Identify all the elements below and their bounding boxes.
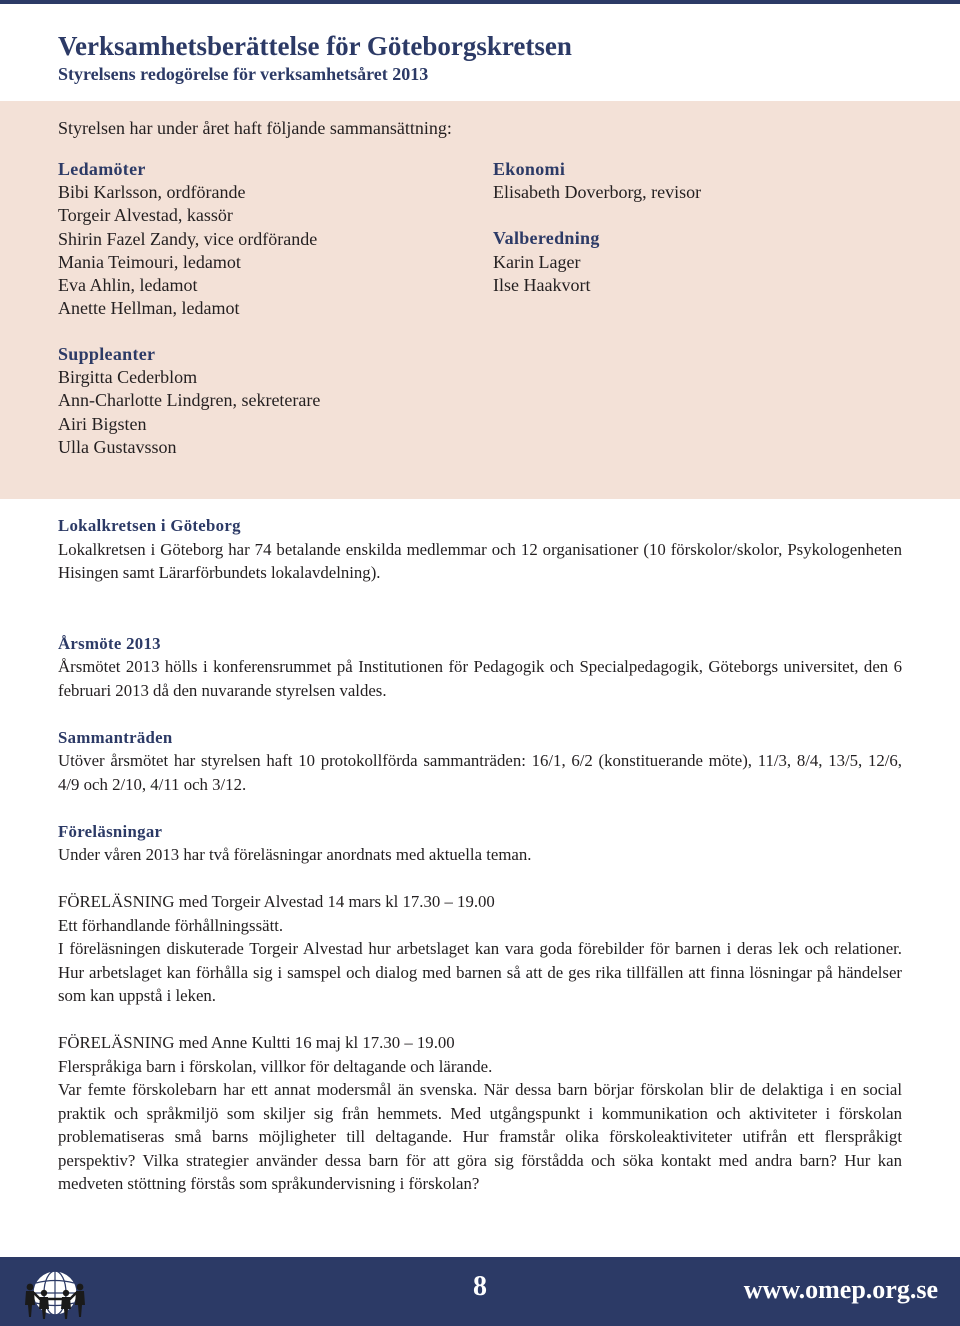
lokalkretsen-heading: Lokalkretsen i Göteborg xyxy=(58,516,241,535)
list-item: Airi Bigsten xyxy=(58,413,147,434)
ledamoter-heading: Ledamöter xyxy=(58,159,146,179)
page-title: Verksamhetsberättelse för Göteborgskretsen xyxy=(58,31,572,61)
suppleanter-list xyxy=(58,343,320,459)
lokalkretsen-text: Lokalkretsen i Göteborg har 74 betalande enskilda medlemmar och 12 organisationer (10 förskolor/skolor, Psykologenheten Hisingen samt Lärarförbundets lokalavdelning). xyxy=(58,539,902,582)
list-item: Birgitta Cederblom xyxy=(58,367,198,388)
sammantraden-text: Utöver årsmötet har styrelsen haft 10 protokollförda sammanträden: 16/1, 6/2 (konstituerande möte), 11/3, 8/4, 13/5, 12/6, 4/9 och 2/10, 4/11 och 3/12. xyxy=(58,751,902,794)
list-item: Bibi Karlsson, ordförande xyxy=(58,182,246,203)
arsmote-heading: Årsmöte 2013 xyxy=(58,633,161,653)
list-item: Karin Lager xyxy=(493,251,581,272)
lecture1-subtitle: Ett förhandlande förhållningssätt. xyxy=(58,915,284,935)
list-item: Elisabeth Doverborg, revisor xyxy=(493,182,702,203)
list-item: Mania Teimouri, ledamot xyxy=(58,251,241,272)
forelasningar-heading: Föreläsningar xyxy=(58,821,163,841)
page-number: 8 xyxy=(473,1271,487,1302)
list-item: Ann-Charlotte Lindgren, sekreterare xyxy=(58,390,321,411)
list-item: Shirin Fazel Zandy, vice ordförande xyxy=(58,228,318,249)
lecture2-subtitle: Flerspråkiga barn i förskolan, villkor för deltagande och lärande. xyxy=(58,1056,493,1076)
ledamoter-list xyxy=(58,158,317,320)
list-item: Ilse Haakvort xyxy=(493,274,591,295)
list-item: Eva Ahlin, ledamot xyxy=(58,275,198,296)
forelasningar-text: Under våren 2013 har två föreläsningar anordnats med aktuella teman. xyxy=(58,845,532,864)
board-intro: Styrelsen har under året haft följande sammansättning: xyxy=(58,118,452,138)
lecture1-title: FÖRELÄSNING med Torgeir Alvestad 14 mars kl 17.30 – 19.00 xyxy=(58,892,495,911)
lecture2-text: Var femte förskolebarn har ett annat modersmål än svenska. När dessa barn börjar förskolan blir de delaktiga i en social praktik och språkmiljö som skiljer sig från hemmets. Med utgångspunkt i kommunikation och aktiviteter i förskolan problematiseras små barns möjligheter till deltagande. Hur framstår olika förskoleaktiviteter utifrån ett flerspråkigt perspektiv? Vilka strategier använder dessa barn för att göra sig förstådda och söka kontakt med andra barn? Hur kan medveten stöttning förstås som språkundervisning i förskolan? xyxy=(58,1080,902,1193)
valberedning-heading: Valberedning xyxy=(493,228,600,249)
website-link[interactable]: www.omep.org.se xyxy=(743,1275,938,1304)
list-item: Ulla Gustavsson xyxy=(58,436,177,457)
page-subtitle: Styrelsens redogörelse för verksamhetsåret 2013 xyxy=(58,64,429,84)
sammantraden-heading: Sammanträden xyxy=(58,727,173,747)
top-rule xyxy=(0,0,960,4)
board-composition-panel xyxy=(0,101,960,499)
report-body xyxy=(58,514,902,1196)
lecture1-text: I föreläsningen diskuterade Torgeir Alvestad hur arbetslaget kan vara goda förebilder för barnen i deras lek och relationer. Hur arbetslaget kan förhålla sig i samspel och dialog med barnen så att de ges rika tillfällen att finna lösningar på händelser som kan uppstå i leken. xyxy=(58,939,902,1005)
ekonomi-heading: Ekonomi xyxy=(493,159,566,179)
ekonomi-valberedning-column xyxy=(493,158,701,297)
arsmote-text: Årsmötet 2013 hölls i konferensrummet på Institutionen för Pedagogik och Specialpedagogik, Göteborgs universitet, den 6 februari 2013 då den nuvarande styrelsen valdes. xyxy=(58,657,902,700)
page-footer xyxy=(0,1257,960,1326)
list-item: Anette Hellman, ledamot xyxy=(58,298,240,319)
page-header xyxy=(58,30,572,86)
suppleanter-heading: Suppleanter xyxy=(58,344,156,364)
list-item: Torgeir Alvestad, kassör xyxy=(58,205,233,226)
lecture2-title: FÖRELÄSNING med Anne Kultti 16 maj kl 17.30 – 19.00 xyxy=(58,1033,455,1052)
